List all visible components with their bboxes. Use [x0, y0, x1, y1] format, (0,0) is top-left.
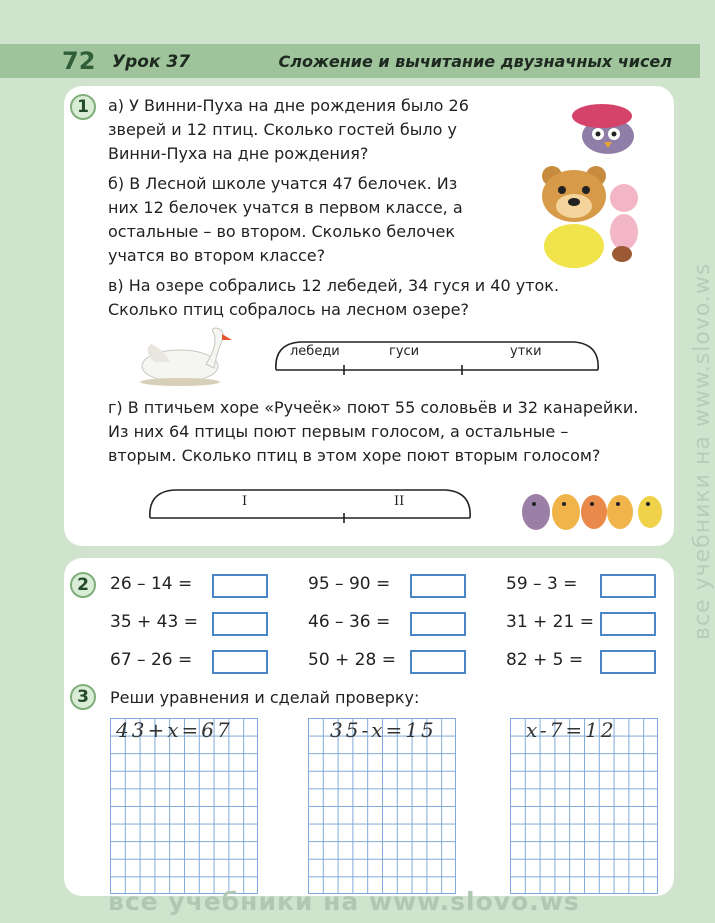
segment-label-swans: лебеди	[290, 344, 340, 359]
page-header	[0, 44, 700, 78]
handwritten-equation-1: 43+x=67	[116, 718, 233, 742]
task1a-line-2: зверей и 12 птиц. Сколько гостей было у	[108, 120, 457, 139]
answer-box-7[interactable]	[212, 650, 268, 674]
equation-8: 50 + 28 =	[308, 650, 396, 670]
task1v-line-1: в) На озере собрались 12 лебедей, 34 гуся и 40 уток.	[108, 276, 560, 295]
segment-diagram-g	[146, 484, 476, 524]
lesson-title: Урок 37	[112, 52, 191, 72]
equation-2: 95 – 90 =	[308, 574, 391, 594]
answer-box-9[interactable]	[600, 650, 656, 674]
equation-5: 46 – 36 =	[308, 612, 391, 632]
segment-label-geese: гуси	[389, 344, 420, 359]
task3-number-badge: 3	[70, 684, 96, 710]
watermark-side: все учебники на www.slovo.ws	[690, 262, 715, 640]
task2-number-badge: 2	[70, 572, 96, 598]
task1g-line-1: г) В птичьем хоре «Ручеёк» поют 55 соловьёв и 32 канарейки.	[108, 398, 639, 417]
answer-box-8[interactable]	[410, 650, 466, 674]
work-grid-2[interactable]	[308, 718, 456, 894]
task1g-line-2: Из них 64 птицы поют первым голосом, а остальные –	[108, 422, 569, 441]
segment-label-first-voice: I	[242, 494, 248, 509]
equation-7: 67 – 26 =	[110, 650, 193, 670]
work-grid-3[interactable]	[510, 718, 658, 894]
watermark-bottom: все учебники на www.slovo.ws	[108, 887, 580, 916]
task1a-line-3: Винни-Пуха на дне рождения?	[108, 144, 369, 163]
task3-instruction: Реши уравнения и сделай проверку:	[110, 688, 420, 707]
task1-panel	[64, 86, 674, 546]
task1b-line-1: б) В Лесной школе учатся 47 белочек. Из	[108, 174, 458, 193]
answer-box-5[interactable]	[410, 612, 466, 636]
equation-4: 35 + 43 =	[110, 612, 198, 632]
task1a-line-1: а) У Винни-Пуха на дне рождения было 26	[108, 96, 469, 115]
task1-number-badge: 1	[70, 94, 96, 120]
work-grid-1[interactable]	[110, 718, 258, 894]
page-number: 72	[62, 47, 96, 75]
equation-1: 26 – 14 =	[110, 574, 193, 594]
equation-9: 82 + 5 =	[506, 650, 584, 670]
task1g-line-3: вторым. Сколько птиц в этом хоре поют вторым голосом?	[108, 446, 601, 465]
answer-box-2[interactable]	[410, 574, 466, 598]
birds-choir-illustration	[516, 482, 664, 534]
task1b-line-4: учатся во втором классе?	[108, 246, 326, 265]
owl-illustration	[568, 94, 648, 156]
topic-title: Сложение и вычитание двузначных чисел	[278, 52, 672, 71]
answer-box-1[interactable]	[212, 574, 268, 598]
task1v-line-2: Сколько птиц собралось на лесном озере?	[108, 300, 469, 319]
answer-box-6[interactable]	[600, 612, 656, 636]
task1b-line-3: остальные – во втором. Сколько белочек	[108, 222, 456, 241]
segment-label-second-voice: II	[394, 494, 405, 509]
handwritten-equation-2: 35-x=15	[330, 718, 437, 742]
equation-3: 59 – 3 =	[506, 574, 578, 594]
handwritten-equation-3: x-7=12	[526, 718, 617, 742]
equation-6: 31 + 21 =	[506, 612, 594, 632]
segment-label-ducks: утки	[510, 344, 542, 359]
answer-box-3[interactable]	[600, 574, 656, 598]
pooh-piglet-illustration	[534, 162, 646, 268]
answer-box-4[interactable]	[212, 612, 268, 636]
task2-task3-panel	[64, 558, 674, 896]
swan-illustration	[136, 326, 236, 388]
task1b-line-2: них 12 белочек учатся в первом классе, а	[108, 198, 463, 217]
